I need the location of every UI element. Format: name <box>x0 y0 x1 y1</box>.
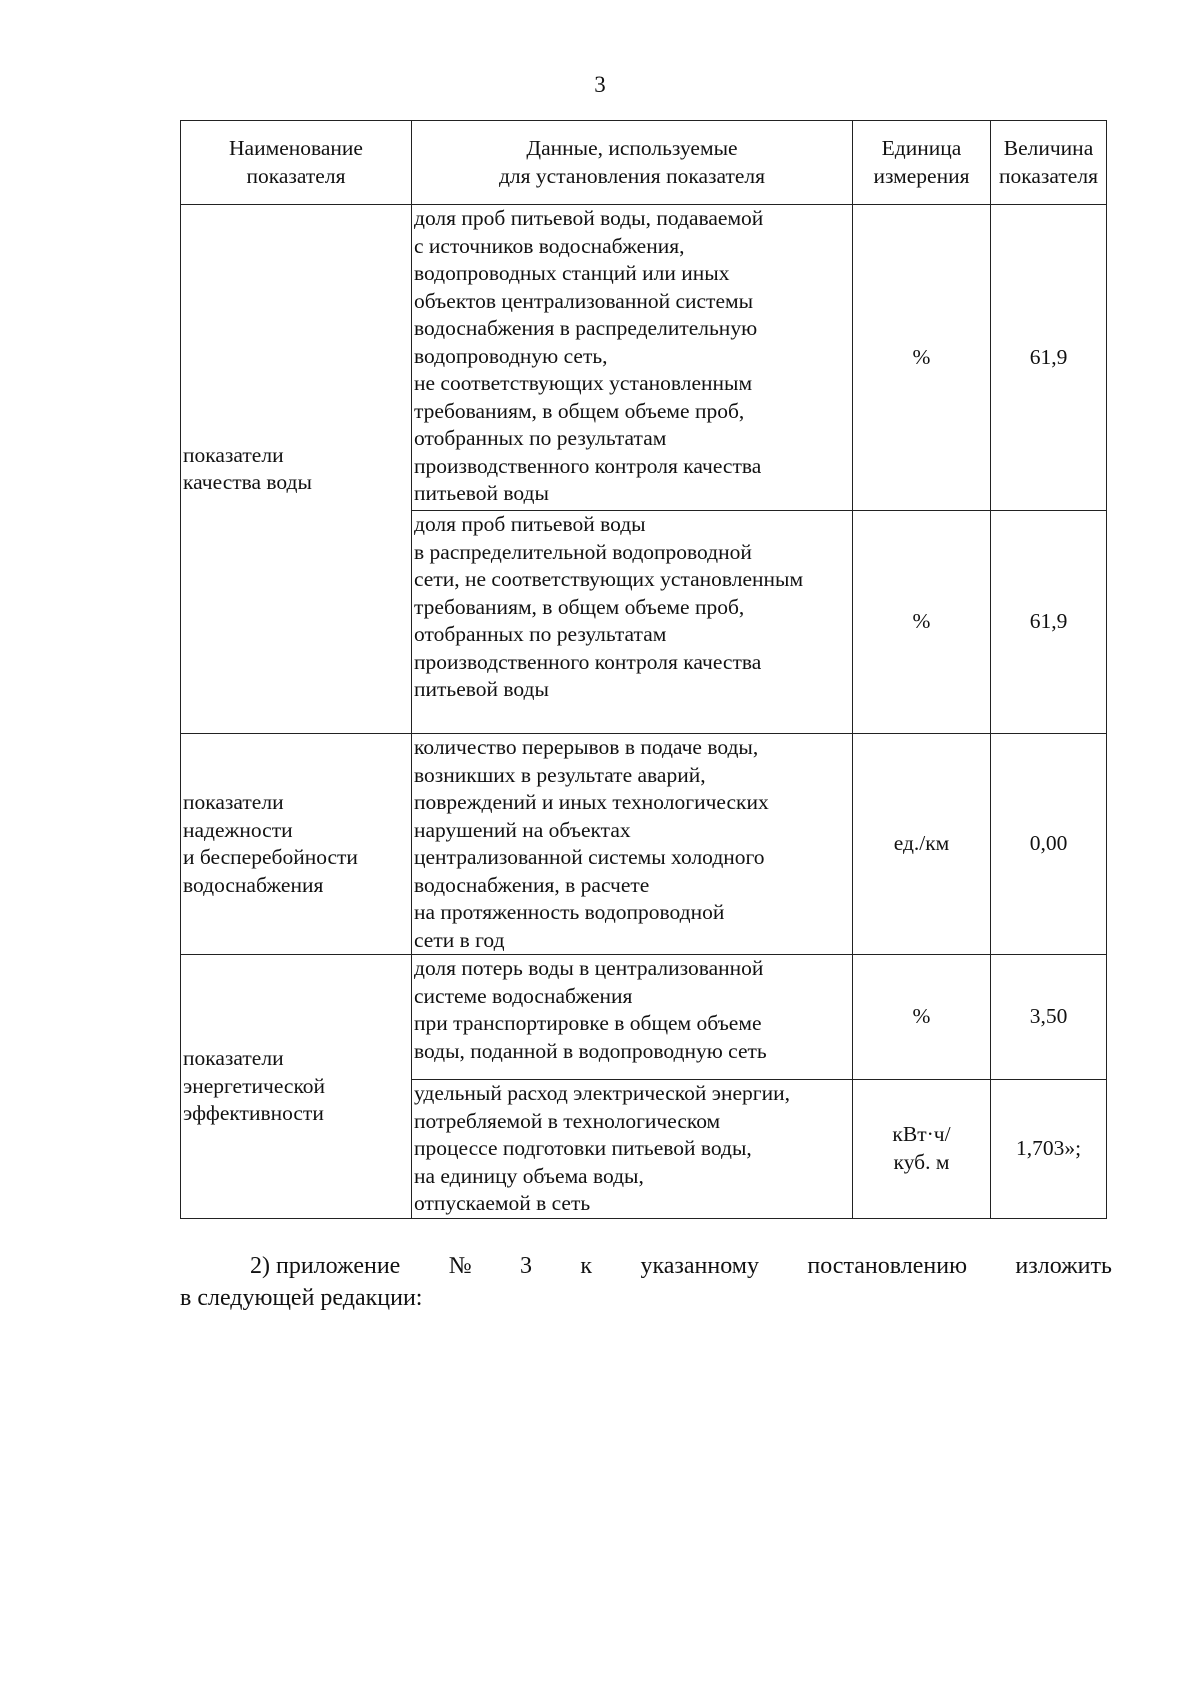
indicators-table <box>180 120 1107 1219</box>
paragraph-word: указанному <box>640 1253 759 1279</box>
indicator-name-line: показатели <box>183 1046 284 1070</box>
unit-cell <box>853 955 991 1080</box>
unit-line: % <box>912 609 931 634</box>
data-line: водопроводных станций или иных <box>414 261 730 285</box>
indicator-name-cell <box>181 955 412 1219</box>
table-header-row <box>181 121 1107 205</box>
data-line: на единицу объема воды, <box>414 1163 644 1188</box>
unit-line: ед./км <box>893 831 950 856</box>
indicator-name-line: энергетической <box>183 1073 326 1098</box>
header-line: измерения <box>873 163 970 188</box>
page-number: 3 <box>594 72 606 97</box>
data-line: при транспортировке в общем объеме <box>414 1011 762 1035</box>
data-line: на протяженность водопроводной <box>414 900 725 924</box>
data-line: доля проб питьевой воды <box>414 512 646 536</box>
data-line: питьевой воды <box>414 481 549 505</box>
indicator-name-cell <box>181 734 412 955</box>
header-line: Величина <box>1003 136 1094 160</box>
indicator-name-line: качества воды <box>183 470 312 494</box>
data-line: централизованной системы холодного <box>414 845 765 869</box>
data-line: отобранных по результатам <box>414 622 667 646</box>
table-row <box>181 734 1107 955</box>
value-cell: 0,00 <box>991 734 1107 955</box>
data-line: возникших в результате аварий, <box>414 762 706 787</box>
indicator-data-cell <box>412 955 853 1080</box>
data-line: отпускаемой в сеть <box>414 1191 591 1215</box>
indicator-name-cell <box>181 205 412 734</box>
data-line: объектов централизованной системы <box>414 288 754 313</box>
data-line: отобранных по результатам <box>414 426 667 450</box>
data-line: доля потерь воды в централизованной <box>414 956 764 980</box>
value-cell: 3,50 <box>991 955 1107 1080</box>
paragraph-word: 3 <box>520 1253 533 1279</box>
paragraph-word: 2) приложение <box>250 1253 401 1279</box>
header-line: Наименование <box>229 136 363 160</box>
header-line: показателя <box>246 163 346 188</box>
data-line: требованиям, в общем объеме проб, <box>414 594 745 619</box>
data-line: производственного контроля качества <box>414 649 762 674</box>
data-line: потребляемой в технологическом <box>414 1108 721 1133</box>
header-line: Единица <box>881 136 962 160</box>
unit-cell <box>853 205 991 511</box>
data-line: не соответствующих установленным <box>414 371 753 395</box>
data-line: процессе подготовки питьевой воды, <box>414 1136 752 1160</box>
indicator-data-cell <box>412 205 853 511</box>
table-row <box>181 205 1107 511</box>
unit-line: куб. м <box>893 1149 950 1174</box>
paragraph-word: к <box>580 1253 593 1279</box>
data-line: воды, поданной в водопроводную сеть <box>414 1038 767 1063</box>
indicator-data-cell <box>412 511 853 734</box>
data-line: сети в год <box>414 927 505 952</box>
data-line: повреждений и иных технологических <box>414 790 769 814</box>
header-line: Данные, используемые <box>526 136 738 160</box>
data-line: сети, не соответствующих установленным <box>414 567 804 591</box>
data-line: доля проб питьевой воды, подаваемой <box>414 206 764 230</box>
indicator-data-cell <box>412 1080 853 1219</box>
header-line: показателя <box>999 163 1098 188</box>
data-line: удельный расход электрической энергии, <box>414 1081 791 1105</box>
value-cell: 1,703»; <box>991 1080 1107 1219</box>
data-line: требованиям, в общем объеме проб, <box>414 398 745 423</box>
indicator-name-line: водоснабжения <box>183 872 324 897</box>
paragraph-word: постановлению <box>807 1253 967 1279</box>
header-name <box>181 121 412 205</box>
indicator-name-line: показатели <box>183 790 284 814</box>
data-line: водопроводную сеть, <box>414 343 608 368</box>
header-value <box>991 121 1107 205</box>
header-data <box>412 121 853 205</box>
paragraph-word: № <box>448 1253 472 1279</box>
value-cell: 61,9 <box>991 511 1107 734</box>
data-line: питьевой воды <box>414 677 549 701</box>
unit-cell <box>853 511 991 734</box>
header-line: для установления показателя <box>498 163 766 188</box>
unit-line: % <box>912 1004 931 1029</box>
data-line: системе водоснабжения <box>414 983 633 1008</box>
unit-cell <box>853 1080 991 1219</box>
header-unit <box>853 121 991 205</box>
table-row <box>181 955 1107 1080</box>
data-line: производственного контроля качества <box>414 453 762 478</box>
indicator-name-line: эффективности <box>183 1101 324 1125</box>
unit-line: кВт·ч/ <box>892 1122 951 1147</box>
indicator-name-line: и бесперебойности <box>183 845 358 869</box>
data-line: водоснабжения, в расчете <box>414 872 650 897</box>
amendment-paragraph <box>180 1250 1112 1314</box>
data-line: в распределительной водопроводной <box>414 539 752 564</box>
indicator-data-cell <box>412 734 853 955</box>
data-line: нарушений на объектах <box>414 817 631 842</box>
value-cell: 61,9 <box>991 205 1107 511</box>
data-line: водоснабжения в распределительную <box>414 316 758 340</box>
paragraph-second-line: в следующей редакции: <box>180 1285 423 1311</box>
unit-cell <box>853 734 991 955</box>
indicator-name-line: показатели <box>183 442 284 467</box>
data-line: с источников водоснабжения, <box>414 233 685 258</box>
indicator-name-line: надежности <box>183 817 293 842</box>
paragraph-first-line <box>180 1250 1112 1282</box>
data-line: количество перерывов в подаче воды, <box>414 735 759 759</box>
paragraph-word: изложить <box>1015 1253 1112 1279</box>
unit-line: % <box>912 344 931 369</box>
